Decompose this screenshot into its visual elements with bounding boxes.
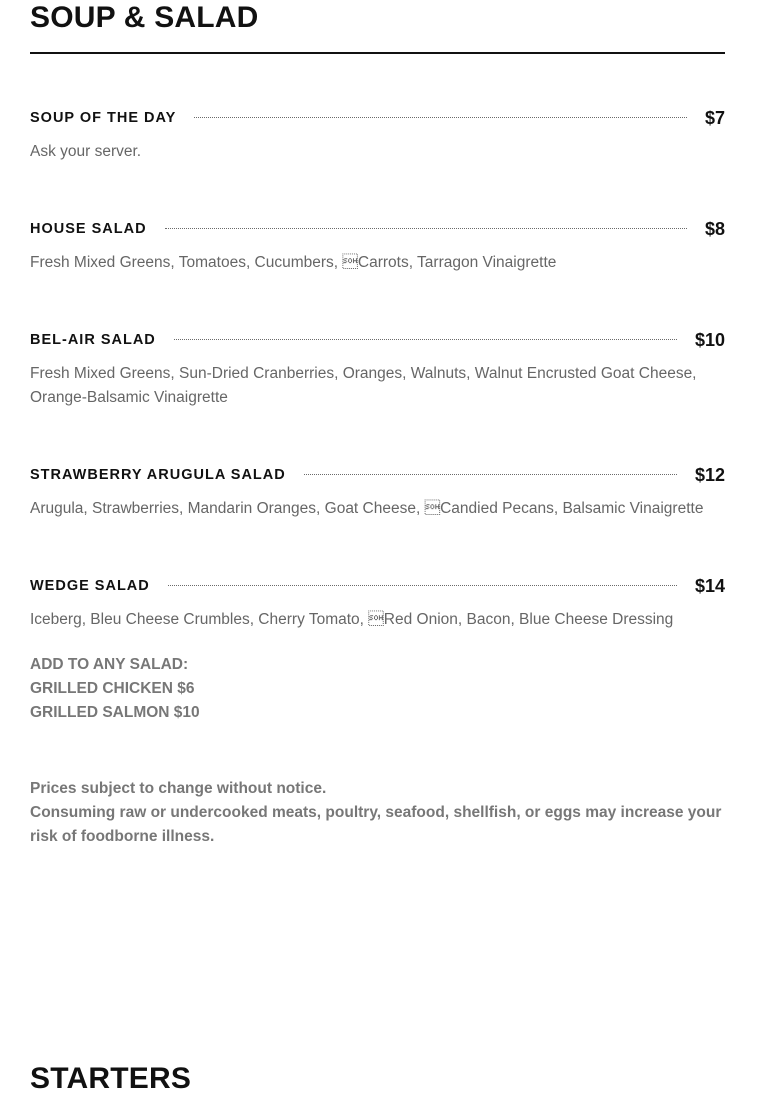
menu-item-price: $14 [694,575,725,596]
menu-item-price: $10 [694,329,725,350]
menu-item-name: STRAWBERRY ARUGULA SALAD [30,467,286,483]
section-title-starters: STARTERS [30,1062,192,1095]
menu-item-wedge-salad [30,574,725,632]
addon-line: GRILLED CHICKEN $6 [30,680,195,697]
menu-item-header [30,463,725,487]
food-safety-notice: Consuming raw or undercooked meats, poultry, seafood, shellfish, or eggs may increase your risk of foodborne illness. [30,804,722,845]
dotted-leader [168,585,677,586]
menu-item-header [30,328,725,352]
menu-item-house-salad [30,217,725,275]
addons-heading: ADD TO ANY SALAD: [30,656,189,673]
menu-item-header [30,574,725,598]
dotted-leader [304,474,677,475]
menu-item-name: BEL-AIR SALAD [30,332,156,348]
menu-item-bel-air-salad [30,328,725,410]
menu-item-header [30,106,725,130]
menu-item-soup-of-the-day [30,106,725,164]
dotted-leader [174,339,677,340]
menu-item-description: Iceberg, Bleu Cheese Crumbles, Cherry Tomato, Red Onion, Bacon, Blue Cheese Dressing [30,611,674,628]
menu-item-description: Fresh Mixed Greens, Tomatoes, Cucumbers, Carrots, Tarragon Vinaigrette [30,254,557,271]
price-notice: Prices subject to change without notice. [30,780,327,797]
menu-item-description: Arugula, Strawberries, Mandarin Oranges, Goat Cheese, Candied Pecans, Balsamic Vinaigrette [30,500,704,517]
menu-item-name: HOUSE SALAD [30,221,147,237]
menu-item-name: WEDGE SALAD [30,578,150,594]
menu-item-description: Ask your server. [30,143,142,160]
menu-page [30,0,725,1101]
section-title-divider [30,52,725,54]
section-title-soup-salad: SOUP & SALAD [30,1,259,34]
menu-item-price: $12 [694,464,725,485]
menu-item-description: Fresh Mixed Greens, Sun-Dried Cranberries, Oranges, Walnuts, Walnut Encrusted Goat Cheese, Orange-Balsamic Vinaigrette [30,365,697,406]
addon-line: GRILLED SALMON $10 [30,704,200,721]
menu-item-strawberry-arugula-salad [30,463,725,521]
menu-item-price: $7 [704,107,725,128]
menu-item-name: SOUP OF THE DAY [30,110,177,126]
menu-notice [30,777,725,849]
menu-item-price: $8 [704,218,725,239]
salad-addons [30,653,200,725]
menu-item-header [30,217,725,241]
dotted-leader [165,228,687,229]
dotted-leader [194,117,687,118]
